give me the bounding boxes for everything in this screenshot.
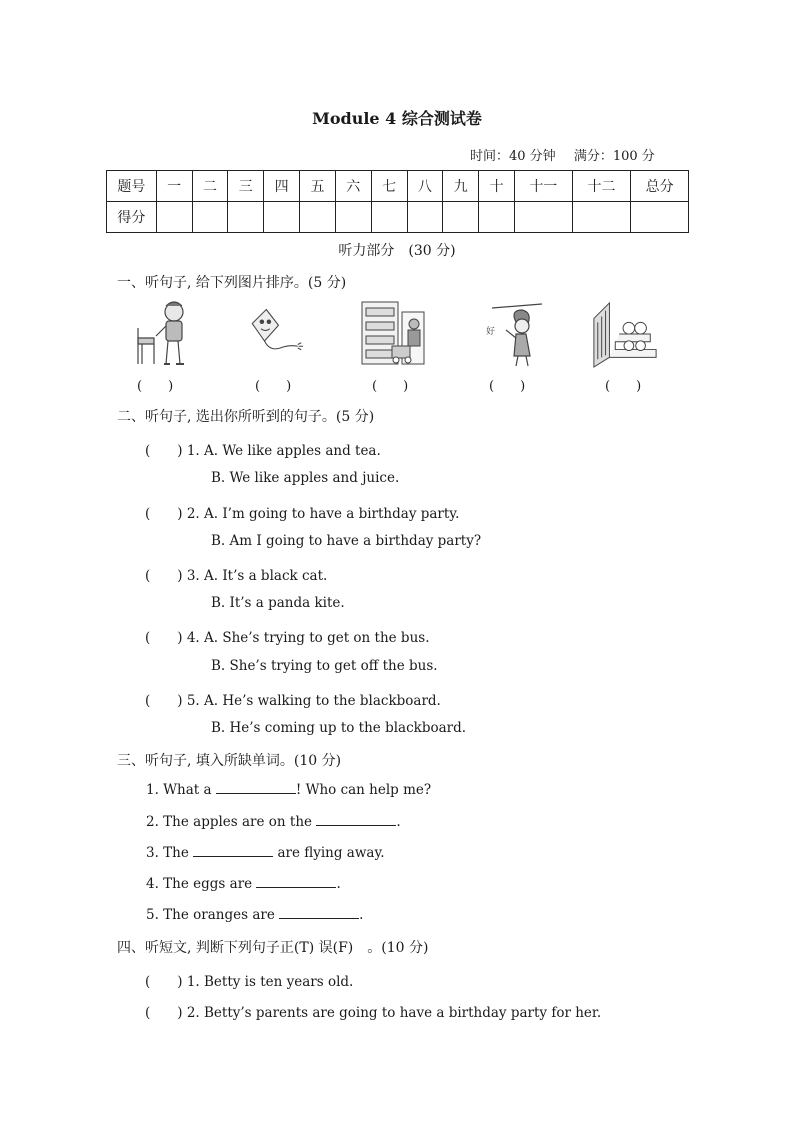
fill-blank-line xyxy=(146,845,385,861)
section2-heading: 二、听句子, 选出你所听到的句子。(5 分) xyxy=(117,409,375,425)
option-line: B. He’s coming up to the blackboard. xyxy=(211,720,467,736)
exam-meta xyxy=(470,145,669,164)
fill-text: . xyxy=(359,907,364,923)
question-line: ( ) 1. Betty is ten years old. xyxy=(145,974,354,990)
option-line: B. She’s trying to get off the bus. xyxy=(211,658,438,674)
fill-text: 3. The xyxy=(146,845,194,861)
exam-full-score: 满分：100 分 xyxy=(573,149,655,164)
score-input-cell[interactable] xyxy=(228,202,264,233)
score-input-cell[interactable] xyxy=(300,202,336,233)
question-line: ( ) 2. A. I’m going to have a birthday party. xyxy=(145,506,460,522)
option-line: B. We like apples and juice. xyxy=(211,470,400,486)
stairs-with-apples-picture xyxy=(590,298,660,370)
table-cell: 题号 xyxy=(107,171,157,202)
fill-text: 2. The apples are on the xyxy=(146,814,317,830)
question-line: ( ) 5. A. He’s walking to the blackboard. xyxy=(145,693,441,709)
fill-text: 1. What a xyxy=(146,782,216,798)
answer-paren[interactable]: ( ) xyxy=(489,379,526,394)
blank-field[interactable] xyxy=(216,792,296,794)
table-cell: 四 xyxy=(264,171,300,202)
table-cell: 三 xyxy=(228,171,264,202)
answer-paren[interactable]: ( ) xyxy=(372,379,409,394)
blank-field[interactable] xyxy=(193,855,273,857)
score-input-cell[interactable] xyxy=(264,202,300,233)
boy-with-chair-picture xyxy=(130,298,200,370)
blank-field[interactable] xyxy=(279,917,359,919)
fill-text: 5. The oranges are xyxy=(146,907,280,923)
table-cell: 十二 xyxy=(572,171,631,202)
answer-paren[interactable]: ( ) xyxy=(137,379,174,394)
fill-blank-line xyxy=(146,907,363,923)
table-cell: 二 xyxy=(192,171,228,202)
section3-heading: 三、听句子, 填入所缺单词。(10 分) xyxy=(117,753,342,769)
page-title: Module 4 综合测试卷 xyxy=(312,109,482,128)
score-table-header-row xyxy=(107,171,689,202)
question-line: ( ) 3. A. It’s a black cat. xyxy=(145,568,328,584)
exam-time: 时间：40 分钟 xyxy=(470,149,556,164)
score-input-cell[interactable] xyxy=(572,202,631,233)
fill-text: . xyxy=(396,814,401,830)
fill-text: ! Who can help me? xyxy=(295,782,432,798)
option-line: B. Am I going to have a birthday party? xyxy=(211,533,482,549)
question-line: ( ) 2. Betty’s parents are going to have a birthday party for her. xyxy=(145,1005,602,1021)
table-cell: 十 xyxy=(479,171,515,202)
svg-text:好: 好 xyxy=(486,327,496,337)
fill-text: are flying away. xyxy=(273,845,385,861)
kite-picture xyxy=(240,298,310,370)
table-cell: 十一 xyxy=(515,171,573,202)
girl-drawing-picture xyxy=(482,298,552,370)
option-line: B. It’s a panda kite. xyxy=(211,595,345,611)
fill-text: 4. The eggs are xyxy=(146,876,257,892)
blank-field[interactable] xyxy=(256,886,336,888)
answer-paren[interactable]: ( ) xyxy=(605,379,642,394)
score-input-cell[interactable] xyxy=(156,202,192,233)
score-input-cell[interactable] xyxy=(479,202,515,233)
table-cell: 八 xyxy=(407,171,443,202)
fill-blank-line xyxy=(146,782,431,798)
blank-field[interactable] xyxy=(316,824,396,826)
score-table xyxy=(106,170,689,233)
question-line: ( ) 1. A. We like apples and tea. xyxy=(145,443,381,459)
table-cell: 五 xyxy=(300,171,336,202)
shop-shelves-picture xyxy=(358,298,430,370)
score-input-cell[interactable] xyxy=(192,202,228,233)
score-input-cell[interactable] xyxy=(335,202,371,233)
score-table-score-row xyxy=(107,202,689,233)
question-line: ( ) 4. A. She’s trying to get on the bus. xyxy=(145,630,430,646)
fill-blank-line xyxy=(146,876,341,892)
table-cell: 一 xyxy=(156,171,192,202)
answer-paren[interactable]: ( ) xyxy=(255,379,292,394)
score-input-cell[interactable] xyxy=(515,202,573,233)
score-input-cell[interactable] xyxy=(631,202,689,233)
table-cell: 六 xyxy=(335,171,371,202)
section4-heading: 四、听短文, 判断下列句子正(T) 误(F) 。(10 分) xyxy=(117,940,429,956)
table-cell: 九 xyxy=(443,171,479,202)
score-input-cell[interactable] xyxy=(371,202,407,233)
listening-heading: 听力部分 (30 分) xyxy=(338,243,456,259)
score-input-cell[interactable] xyxy=(407,202,443,233)
section1-heading: 一、听句子, 给下列图片排序。(5 分) xyxy=(117,275,347,291)
table-cell: 得分 xyxy=(107,202,157,233)
table-cell: 总分 xyxy=(631,171,689,202)
fill-blank-line xyxy=(146,814,401,830)
score-input-cell[interactable] xyxy=(443,202,479,233)
table-cell: 七 xyxy=(371,171,407,202)
fill-text: . xyxy=(336,876,341,892)
